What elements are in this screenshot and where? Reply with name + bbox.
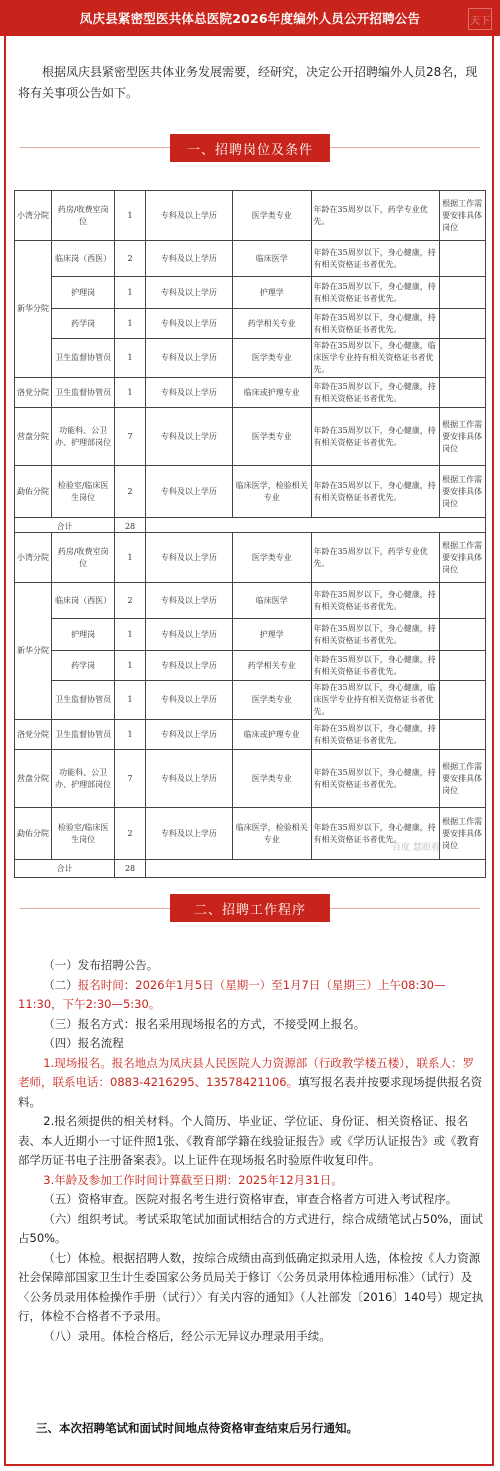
cell-count: 1: [115, 378, 146, 408]
cell-major: 药学相关专业: [233, 309, 312, 339]
cell-note: 根据工作需要安排具体岗位: [440, 808, 486, 860]
cell-req: 年龄在35周岁以下，身心健康，持有相关资格证书者优先。: [311, 309, 440, 339]
step-2: [18, 976, 484, 1015]
cell-branch: 小湾分院: [15, 533, 52, 583]
table-row: [15, 681, 486, 720]
step-2-label: （二）: [43, 977, 78, 992]
cell-note: 根据工作需要安排具体岗位: [440, 408, 486, 466]
cell-post: 功能科、公卫办、护理部岗位: [52, 750, 115, 808]
step-2-text: 报名时间：2026年1月5日（星期一）至1月7日（星期三）上午08:30—11:30，下午2:30—5:30。: [18, 977, 446, 1011]
total-label: 合计: [15, 860, 115, 878]
cell-major: 临床医学，检验相关专业: [233, 808, 312, 860]
cell-major: 医学类专业: [233, 750, 312, 808]
cell-count: 2: [115, 808, 146, 860]
cell-req: 年龄在35周岁以下，身心健康，临床医学专业持有相关资格证书者优先。: [311, 681, 440, 720]
cell-edu: 专科及以上学历: [145, 466, 232, 518]
cell-req: 年龄在35周岁以下，身心健康，持有相关资格证书者优先。: [311, 720, 440, 750]
cell-count: 1: [115, 191, 146, 241]
watermark: 百度 慧眼看: [392, 843, 440, 853]
cell-req: 年龄在35周岁以下，身心健康，持有相关资格证书者优先。: [311, 277, 440, 309]
cell-note: [440, 241, 486, 277]
cell-edu: 专科及以上学历: [145, 720, 232, 750]
intro-paragraph: 根据凤庆县紧密型医共体业务发展需要，经研究，决定公开招聘编外人员28名，现将有关事项公告如下。: [18, 65, 478, 100]
cell-note: [440, 619, 486, 651]
cell-branch: 勐佑分院: [15, 808, 52, 860]
cell-req: 年龄在35周岁以下，身心健康，持有相关资格证书者优先。: [311, 619, 440, 651]
cell-note: 根据工作需要安排具体岗位: [440, 191, 486, 241]
cell-edu: 专科及以上学历: [145, 808, 232, 860]
cell-note: 根据工作需要安排具体岗位: [440, 466, 486, 518]
cell-edu: 专科及以上学历: [145, 651, 232, 681]
cell-note: [440, 720, 486, 750]
cell-major: 临床或护理专业: [233, 378, 312, 408]
cell-count: 1: [115, 651, 146, 681]
cell-note: 根据工作需要安排具体岗位: [440, 533, 486, 583]
cell-count: 1: [115, 720, 146, 750]
cell-req: 年龄在35周岁以下，药学专业优先。: [311, 191, 440, 241]
corner-logo-text: 天下: [470, 15, 490, 27]
table-row: [15, 619, 486, 651]
cell-note: [440, 309, 486, 339]
table-row: [15, 583, 486, 619]
section-heading-2-text: 二、招聘工作程序: [193, 902, 306, 918]
cell-req: 年龄在35周岁以下，身心健康，持有相关资格证书者优先。: [311, 750, 440, 808]
cell-major: 医学类专业: [233, 681, 312, 720]
table-row: [15, 466, 486, 518]
cell-post: 卫生监督协管员: [52, 720, 115, 750]
cell-major: 临床或护理专业: [233, 720, 312, 750]
cell-major: 临床医学: [233, 241, 312, 277]
cell-note: 根据工作需要安排具体岗位: [440, 750, 486, 808]
cell-count: 1: [115, 533, 146, 583]
cell-branch: 新华分院: [15, 583, 52, 720]
step-4-1: [18, 1054, 484, 1113]
cell-edu: 专科及以上学历: [145, 277, 232, 309]
table-row: [15, 277, 486, 309]
cell-post: 临床岗（西医）: [52, 583, 115, 619]
cell-edu: 专科及以上学历: [145, 378, 232, 408]
step-4-2: 2.报名须提供的相关材料。个人简历、毕业证、学位证、身份证、相关资格证、报名表、本人近期小一寸证件照1张、《教育部学籍在线验证报告》或《学历认证报告》或《教育部学历证书电子注册备案表》。以上证件在现场报名时验原件收复印件。: [18, 1114, 480, 1167]
cell-edu: 专科及以上学历: [145, 408, 232, 466]
closing-note: 三、本次招聘笔试和面试时间地点待资格审查结束后另行通知。: [36, 1421, 358, 1435]
table-row: [15, 651, 486, 681]
cell-req: 年龄在35周岁以下，身心健康，持有相关资格证书者优先。: [311, 583, 440, 619]
cell-edu: 专科及以上学历: [145, 191, 232, 241]
cell-major: 医学类专业: [233, 533, 312, 583]
cell-major: 护理学: [233, 619, 312, 651]
cell-major: 药学相关专业: [233, 651, 312, 681]
cell-note: [440, 651, 486, 681]
cell-major: 护理学: [233, 277, 312, 309]
cell-req: 年龄在35周岁以下，身心健康，持有相关资格证书者优先。: [311, 378, 440, 408]
cell-post: 卫生监督协管员: [52, 339, 115, 378]
cell-post: 药房/收费室岗位: [52, 533, 115, 583]
table-row: [15, 191, 486, 241]
cell-branch: 勐佑分院: [15, 466, 52, 518]
cell-count: 2: [115, 583, 146, 619]
cell-req: 年龄在35周岁以下，身心健康，持有相关资格证书者优先。: [311, 651, 440, 681]
total-count: 28: [115, 518, 146, 536]
cell-branch: 洛党分院: [15, 378, 52, 408]
cell-note: [440, 378, 486, 408]
cell-major: 医学类专业: [233, 408, 312, 466]
cell-edu: 专科及以上学历: [145, 339, 232, 378]
procedure-text: [18, 956, 484, 1346]
section-heading-1-text: 一、招聘岗位及条件: [186, 142, 313, 158]
total-count: 28: [115, 860, 146, 878]
section-heading-2: [170, 894, 330, 922]
table-row: [15, 720, 486, 750]
cell-post: 卫生监督协管员: [52, 681, 115, 720]
cell-edu: 专科及以上学历: [145, 583, 232, 619]
table-total-row: [15, 860, 486, 878]
cell-post: 临床岗（西医）: [52, 241, 115, 277]
cell-count: 1: [115, 277, 146, 309]
cell-branch: 新华分院: [15, 241, 52, 378]
cell-count: 2: [115, 466, 146, 518]
cell-post: 检验室/临床医生岗位: [52, 808, 115, 860]
table-row: [15, 533, 486, 583]
page-title-text: 凤庆县紧密型医共体总医院2026年度编外人员公开招聘公告: [79, 11, 421, 26]
total-empty: [145, 860, 485, 878]
step-5: （五）资格审查。医院对报名考生进行资格审查，审查合格者方可进入考试程序。: [43, 1192, 458, 1206]
corner-logo: [468, 8, 492, 30]
cell-note: [440, 339, 486, 378]
step-7: （七）体检。根据招聘人数，按综合成绩由高到低确定拟录用人选，体检按《人力资源社会保障部国家卫生计生委国家公务员局关于修订〈公务员录用体检通用标准〉（试行）及〈公务员录用体检操作手册（试行）〉有关内容的通知》（人社部发〔2016〕140号）规定执行，体检不合格者不予录用。: [18, 1250, 484, 1323]
table-row: [15, 309, 486, 339]
table-row: [15, 378, 486, 408]
total-label: 合计: [15, 518, 115, 536]
cell-count: 7: [115, 408, 146, 466]
step-4-3: [18, 1171, 484, 1191]
cell-post: 药学岗: [52, 651, 115, 681]
cell-count: 7: [115, 750, 146, 808]
cell-req: 年龄在35周岁以下，药学专业优先。: [311, 533, 440, 583]
cell-edu: 专科及以上学历: [145, 750, 232, 808]
step-3: （三）报名方式：报名采用现场报名的方式，不接受网上报名。: [43, 1016, 366, 1031]
cell-note: [440, 681, 486, 720]
cell-post: 检验室/临床医生岗位: [52, 466, 115, 518]
table-row: [15, 408, 486, 466]
cell-req: 年龄在35周岁以下，身心健康，临床医学专业持有相关资格证书者优先。: [311, 339, 440, 378]
cell-edu: 专科及以上学历: [145, 241, 232, 277]
recruitment-table-1: [14, 190, 486, 536]
step-4-3-prefix: 3.: [43, 1172, 55, 1187]
step-4: （四）报名流程: [43, 1036, 124, 1050]
page-title: [0, 0, 500, 36]
cell-count: 1: [115, 619, 146, 651]
cell-major: 医学类专业: [233, 339, 312, 378]
recruitment-table-2: [14, 532, 486, 878]
step-8: （八）录用。体检合格后，经公示无异议办理录用手续。: [43, 1328, 331, 1343]
cell-branch: 洛党分院: [15, 720, 52, 750]
cell-branch: 小湾分院: [15, 191, 52, 241]
step-4-3-text: 年龄及参加工作时间计算截至日期：2025年12月31日。: [54, 1172, 343, 1187]
cell-branch: 营盘分院: [15, 750, 52, 808]
table-row: [15, 241, 486, 277]
cell-branch: 营盘分院: [15, 408, 52, 466]
cell-count: 1: [115, 309, 146, 339]
cell-count: 2: [115, 241, 146, 277]
cell-edu: 专科及以上学历: [145, 681, 232, 720]
cell-count: 1: [115, 339, 146, 378]
cell-req: 年龄在35周岁以下，身心健康，持有相关资格证书者优先。: [311, 241, 440, 277]
cell-post: 护理岗: [52, 277, 115, 309]
cell-edu: 专科及以上学历: [145, 309, 232, 339]
cell-post: 药房/收费室岗位: [52, 191, 115, 241]
step-6: （六）组织考试。考试采取笔试加面试相结合的方式进行，综合成绩笔试占50%，面试占50%。: [18, 1211, 483, 1245]
cell-edu: 专科及以上学历: [145, 533, 232, 583]
table-row: [15, 339, 486, 378]
step-4-1-red: 1.现场报名。报名地点为凤庆县人民医院人力资源部（行政教学楼五楼），联系人：罗老师，联系电话：0883-4216295、13578421106。: [18, 1055, 475, 1089]
cell-note: [440, 277, 486, 309]
cell-req: 年龄在35周岁以下，身心健康，持有相关资格证书者优先。: [311, 408, 440, 466]
section-heading-1: [170, 134, 330, 162]
cell-major: 临床医学，检验相关专业: [233, 466, 312, 518]
step-1: （一）发布招聘公告。: [43, 958, 159, 972]
cell-edu: 专科及以上学历: [145, 619, 232, 651]
cell-post: 药学岗: [52, 309, 115, 339]
cell-req: 年龄在35周岁以下，身心健康，持有相关资格证书者优先。: [311, 808, 440, 860]
cell-note: [440, 583, 486, 619]
step-4-1-tail: 填写报名表并按要求现场提供报名资料。: [18, 1075, 483, 1109]
cell-post: 功能科、公卫办、护理部岗位: [52, 408, 115, 466]
cell-req: 年龄在35周岁以下，身心健康，持有相关资格证书者优先。: [311, 466, 440, 518]
cell-major: 临床医学: [233, 583, 312, 619]
table-row: [15, 750, 486, 808]
cell-post: 卫生监督协管员: [52, 378, 115, 408]
cell-post: 护理岗: [52, 619, 115, 651]
cell-major: 医学类专业: [233, 191, 312, 241]
cell-count: 1: [115, 681, 146, 720]
